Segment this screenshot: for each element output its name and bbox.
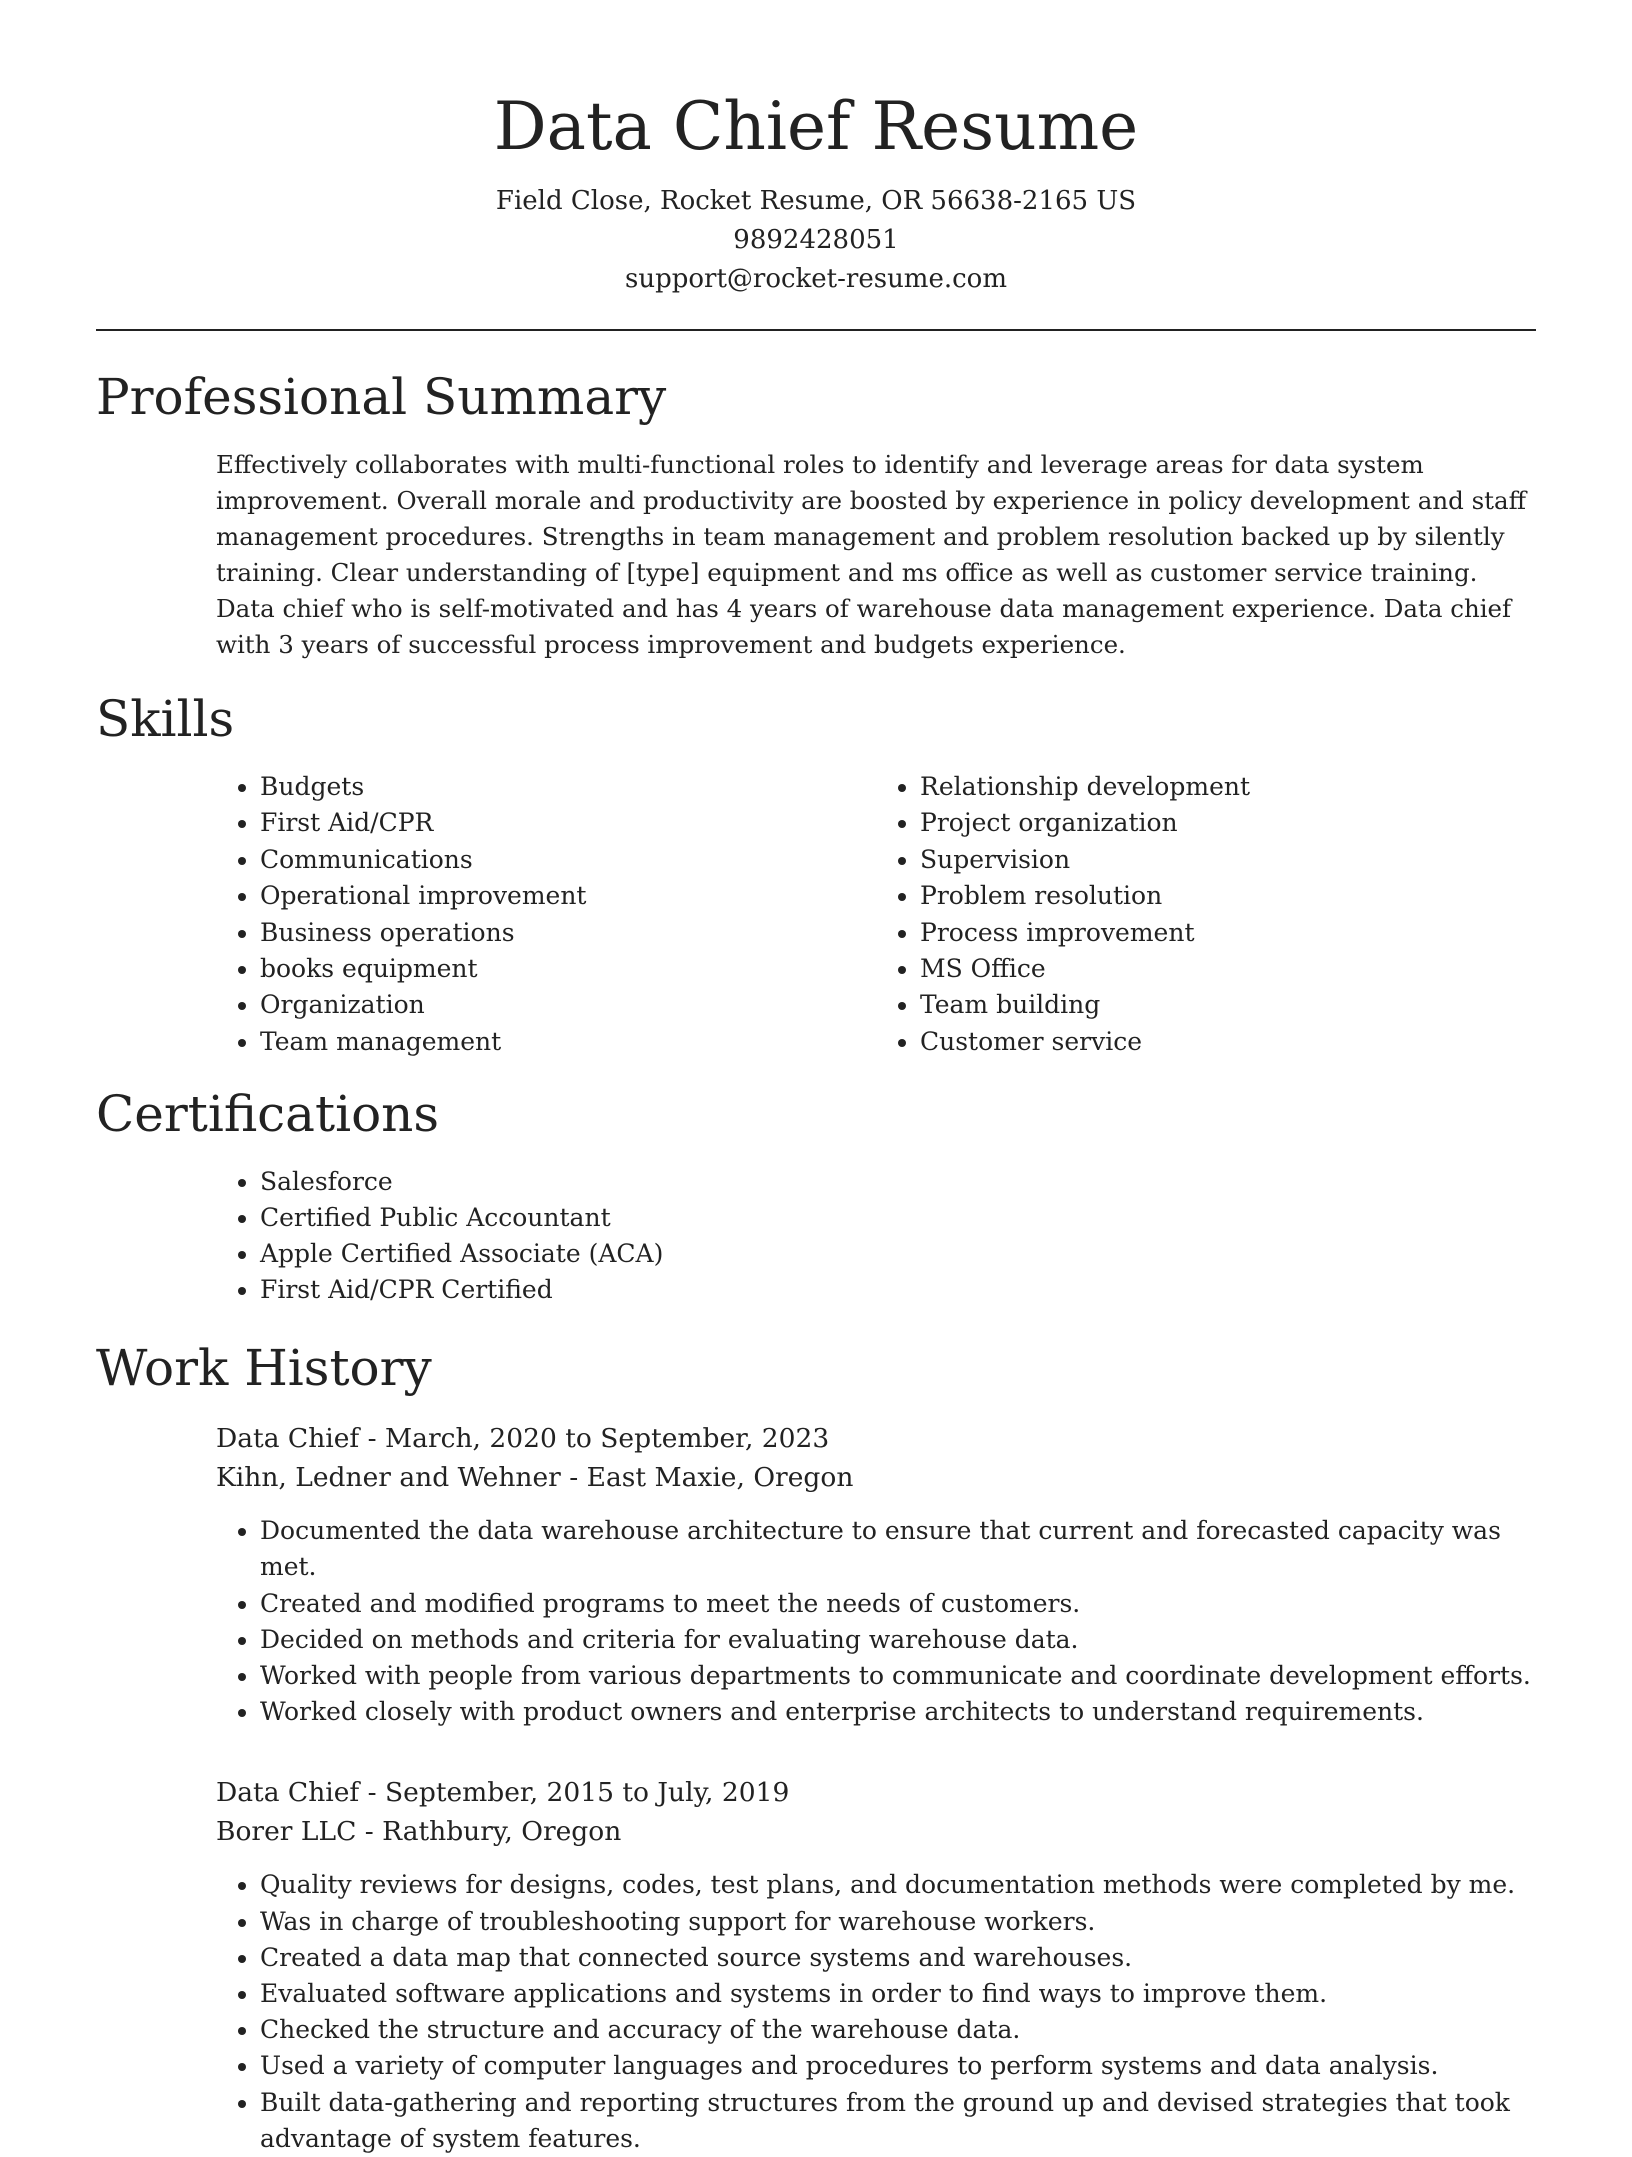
job-company-location: Borer LLC - Rathbury, Oregon [216, 1815, 622, 1847]
job-duty: • Decided on methods and criteria for evaluating warehouse data. [260, 1622, 1536, 1658]
certification-item: • Apple Certified Associate (ACA) [260, 1236, 1536, 1272]
contact-phone: 9892428051 [733, 225, 899, 255]
skill-item: • Relationship development [920, 769, 1536, 805]
skill-item: • Communications [260, 842, 876, 878]
job-duty: • Created a data map that connected source systems and warehouses. [260, 1940, 1536, 1976]
job-duties-list [216, 1513, 1536, 1730]
job-role-dates: Data Chief - September, 2015 to July, 2019 [216, 1777, 790, 1809]
skill-item: • Problem resolution [920, 878, 1536, 914]
skills-columns [216, 769, 1536, 1060]
job-duty: • Quality reviews for designs, codes, test plans, and documentation methods were completed by me. [260, 1867, 1536, 1903]
skill-item: • Organization [260, 987, 876, 1023]
job-role-dates: Data Chief - March, 2020 to September, 2023 [216, 1423, 830, 1455]
skill-item: • First Aid/CPR [260, 805, 876, 841]
header-divider [96, 329, 1536, 331]
job-duty: • Worked closely with product owners and enterprise architects to understand requirements. [260, 1694, 1536, 1730]
summary-heading: Professional Summary [96, 368, 667, 426]
job-entry [216, 1774, 1536, 2157]
summary-text: Effectively collaborates with multi-functional roles to identify and leverage areas for data system improvement. Overall morale and productivity are boosted by experience in policy development and staff management procedures. Strengths in team management and problem resolution backed up by silently training. Clear understanding of [type] equipment and ms office as well as customer service training. Data chief who is self-motivated and has 4 years of warehouse data management experience. Data chief with 3 years of successful process improvement and budgets experience. [216, 450, 1527, 659]
skill-item: • Operational improvement [260, 878, 876, 914]
skills-list-right [876, 769, 1536, 1060]
job-duty: • Worked with people from various departments to communicate and coordinate development efforts. [260, 1658, 1536, 1694]
contact-address: Field Close, Rocket Resume, OR 56638-2165 US [495, 186, 1137, 216]
skill-item: • Business operations [260, 915, 876, 951]
skill-item: • Team management [260, 1024, 876, 1060]
skill-item: • Team building [920, 987, 1536, 1023]
skill-item: • Project organization [920, 805, 1536, 841]
skills-heading: Skills [96, 690, 235, 748]
certification-item: • First Aid/CPR Certified [260, 1272, 1536, 1308]
job-duties-list [216, 1867, 1536, 2157]
certifications-heading: Certifications [96, 1085, 440, 1144]
skills-list-left [216, 769, 876, 1060]
job-duty: • Evaluated software applications and systems in order to find ways to improve them. [260, 1976, 1536, 2012]
job-duty: • Used a variety of computer languages and procedures to perform systems and data analysis. [260, 2048, 1536, 2084]
job-company-location: Kihn, Ledner and Wehner - East Maxie, Oregon [216, 1461, 854, 1493]
skill-item: • Process improvement [920, 915, 1536, 951]
certifications-list [216, 1164, 1536, 1308]
contact-email: support@rocket-resume.com [624, 264, 1007, 294]
certification-item: • Certified Public Accountant [260, 1200, 1536, 1236]
skill-item: • MS Office [920, 951, 1536, 987]
resume-title: Data Chief Resume [493, 88, 1139, 165]
job-entry [216, 1420, 1536, 1730]
skill-item: • Supervision [920, 842, 1536, 878]
job-duty: • Built data-gathering and reporting structures from the ground up and devised strategies that took advantage of system features. [260, 2085, 1536, 2157]
job-duty: • Checked the structure and accuracy of the warehouse data. [260, 2012, 1536, 2048]
contact-info [96, 182, 1536, 299]
skill-item: • Customer service [920, 1024, 1536, 1060]
job-duty: • Created and modified programs to meet the needs of customers. [260, 1586, 1536, 1622]
resume-header [96, 82, 1536, 299]
work-history-heading: Work History [96, 1339, 432, 1398]
certification-item: • Salesforce [260, 1164, 1536, 1200]
job-duty: • Documented the data warehouse architecture to ensure that current and forecasted capacity was met. [260, 1513, 1536, 1585]
skill-item: • books equipment [260, 951, 876, 987]
skill-item: • Budgets [260, 769, 876, 805]
job-duty: • Was in charge of troubleshooting support for warehouse workers. [260, 1904, 1536, 1940]
